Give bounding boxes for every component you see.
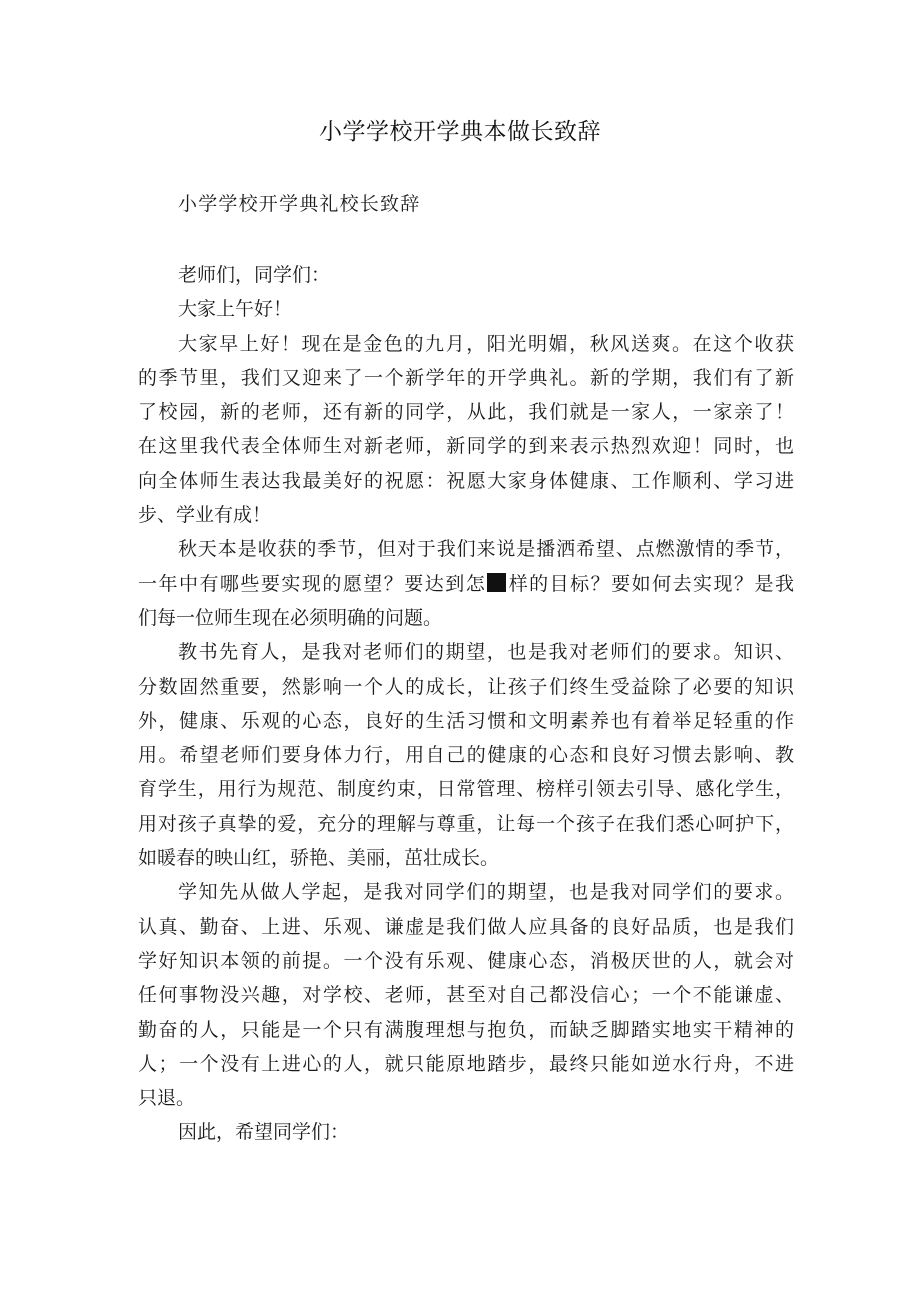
text-segment: 样的目标？要如何去实现？是我 [507,572,794,595]
text-line: 向全体师生表达我最美好的祝愿：祝愿大家身体健康、工作顺利、学习进 [138,469,794,492]
paragraph-2 [138,532,794,635]
text-line: 任何事物没兴趣，对学校、老师，甚至对自己都没信心；一个不能谦虚、 [138,984,794,1007]
text-line: 人；一个没有上进心的人，就只能原地踏步，最终只能如逆水行舟，不进 [138,1052,794,1075]
text-line: 的季节里，我们又迎来了一个新学年的开学典礼。新的学期，我们有了新 [138,366,794,389]
text-line: 如暖春的映山红，骄艳、美丽，茁壮成长。 [138,847,500,870]
text-line: 育学生，用行为规范、制度约束，日常管理、榜样引领去引导、感化学生， [138,778,794,801]
text-line: 在这里我代表全体师生对新老师，新同学的到来表示热烈欢迎！同时，也 [138,435,794,458]
paragraph-4 [138,875,794,1115]
salutation: 老师们，同学们： [178,264,331,286]
document-subtitle: 小学学校开学典礼校长致辞 [178,193,421,215]
closing-line: 因此，希望同学们： [178,1121,350,1144]
text-line: 用对孩子真挚的爱，充分的理解与尊重，让每一个孩子在我们悉心呵护下， [138,812,794,835]
paragraph-1 [138,327,794,533]
text-line: 勤奋的人，只能是一个只有满腹理想与抱负，而缺乏脚踏实地实干精神的 [138,1018,794,1041]
text-line: 用。希望老师们要身体力行，用自己的健康的心态和良好习惯去影响、教 [138,744,794,767]
text-line: 只退。 [138,1087,196,1110]
text-line: 们每一位师生现在必须明确的问题。 [138,606,443,629]
greeting: 大家上午好！ [178,298,293,321]
text-line: 教书先育人，是我对老师们的期望，也是我对老师们的要求。知识、 [178,641,794,664]
text-segment: 一年中有哪些要实现的愿望？要达到怎 [138,572,487,595]
text-line: 秋天本是收获的季节，但对于我们来说是播洒希望、点燃激情的季节， [178,538,794,561]
paragraph-3 [138,635,794,875]
text-line: 学好知识本领的前提。一个没有乐观、健康心态，消极厌世的人，就会对 [138,949,794,972]
text-line: 外，健康、乐观的心态，良好的生活习惯和文明素养也有着举足轻重的作 [138,709,794,732]
text-line: 步、学业有成！ [138,504,272,527]
text-line: 认真、勤奋、上进、乐观、谦虚是我们做人应具备的良好品质，也是我们 [138,915,794,938]
text-line [138,567,794,601]
text-line: 学知先从做人学起，是我对同学们的期望，也是我对同学们的要求。 [178,881,794,904]
text-line: 大家早上好！现在是金色的九月，阳光明媚，秋风送爽。在这个收获 [178,332,794,355]
document-title: 小学学校开学典本做长致辞 [319,119,601,145]
document-body [138,258,794,1150]
redaction-mark [487,573,506,592]
text-line: 分数固然重要，然影响一个人的成长，让孩子们终生受益除了必要的知识 [138,675,794,698]
text-line: 了校园，新的老师，还有新的同学，从此，我们就是一家人，一家亲了！ [138,401,794,424]
